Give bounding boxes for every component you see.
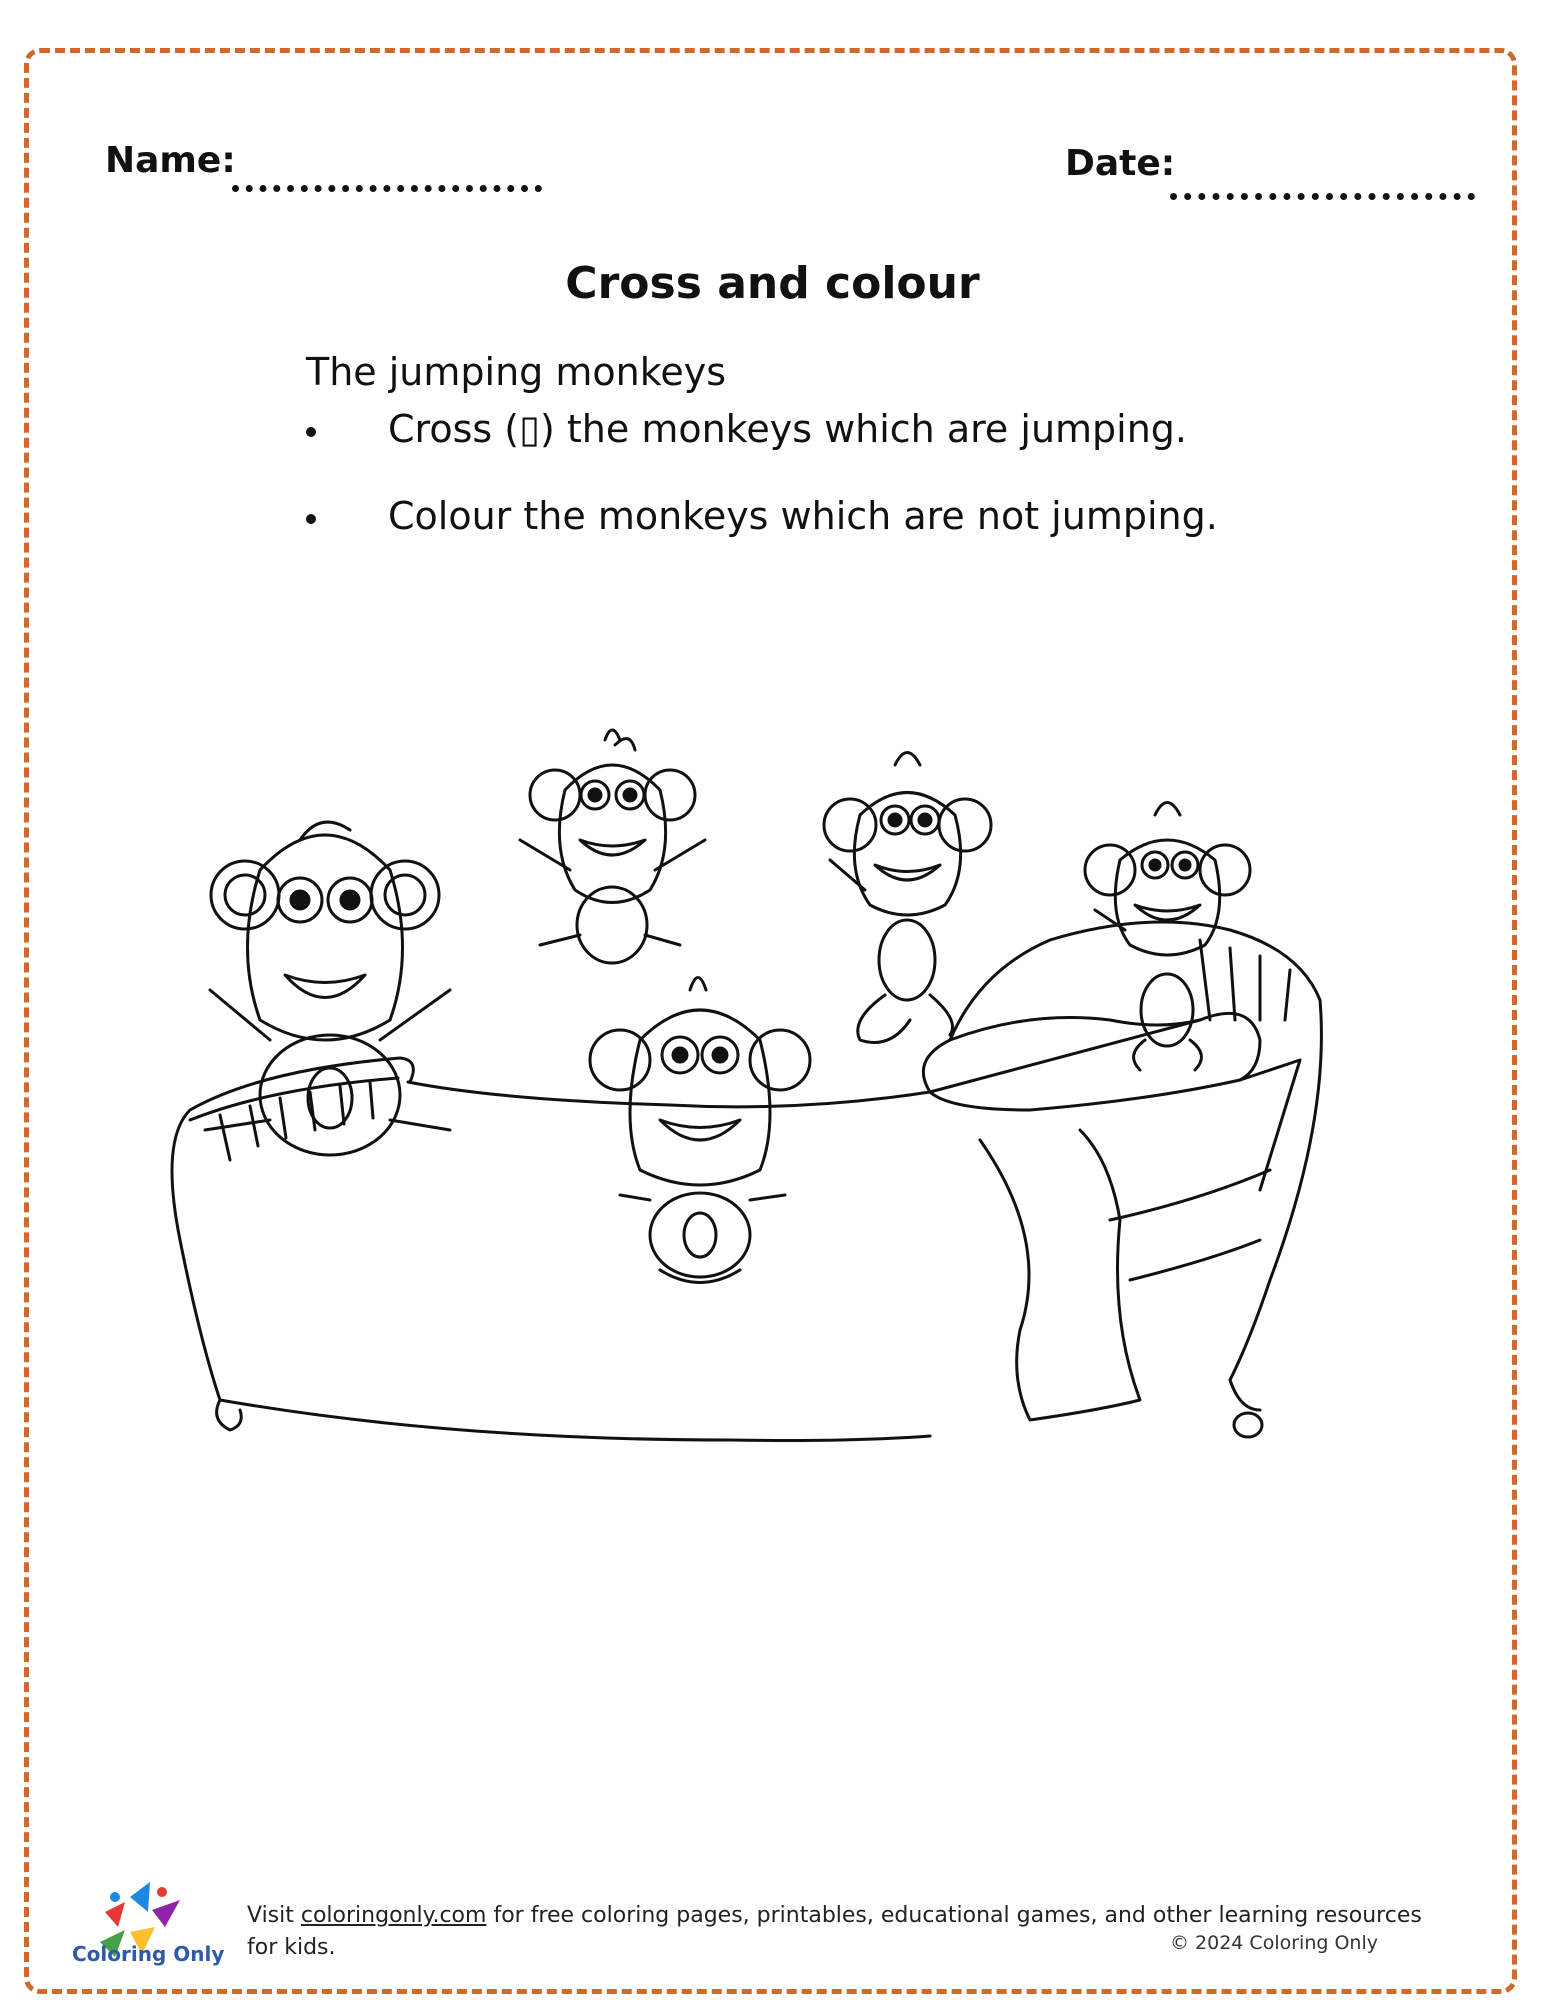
- name-label: Name:: [105, 140, 236, 181]
- footer-link[interactable]: coloringonly.com: [300, 1903, 487, 1928]
- logo-text: Coloring Only: [72, 1942, 225, 1966]
- footer-suffix: for free coloring pages, printables, educational games, and other learning resources for kids.: [247, 1903, 1422, 1960]
- name-blank-line[interactable]: [232, 185, 542, 192]
- worksheet-subtitle: The jumping monkeys: [306, 350, 727, 394]
- date-label: Date:: [1065, 143, 1176, 184]
- bullet-icon: [306, 514, 316, 524]
- instruction-text: Cross (▯) the monkeys which are jumping.: [388, 407, 1188, 451]
- monkeys-on-bed-illustration[interactable]: [150, 720, 1400, 1480]
- monkey-sitting: [590, 978, 810, 1283]
- monkey-jumping-3: [824, 753, 991, 1043]
- monkey-jumping-1: [205, 822, 450, 1155]
- worksheet-title: Cross and colour: [565, 258, 980, 309]
- date-blank-line[interactable]: [1170, 193, 1475, 200]
- monkey-jumping-2: [520, 730, 705, 963]
- bed-drawing: [172, 922, 1321, 1441]
- bullet-icon: [306, 427, 316, 437]
- footer-prefix: Visit: [247, 1903, 301, 1928]
- copyright-text: © 2024 Coloring Only: [1170, 1932, 1378, 1954]
- instruction-text: Colour the monkeys which are not jumping.: [388, 494, 1218, 538]
